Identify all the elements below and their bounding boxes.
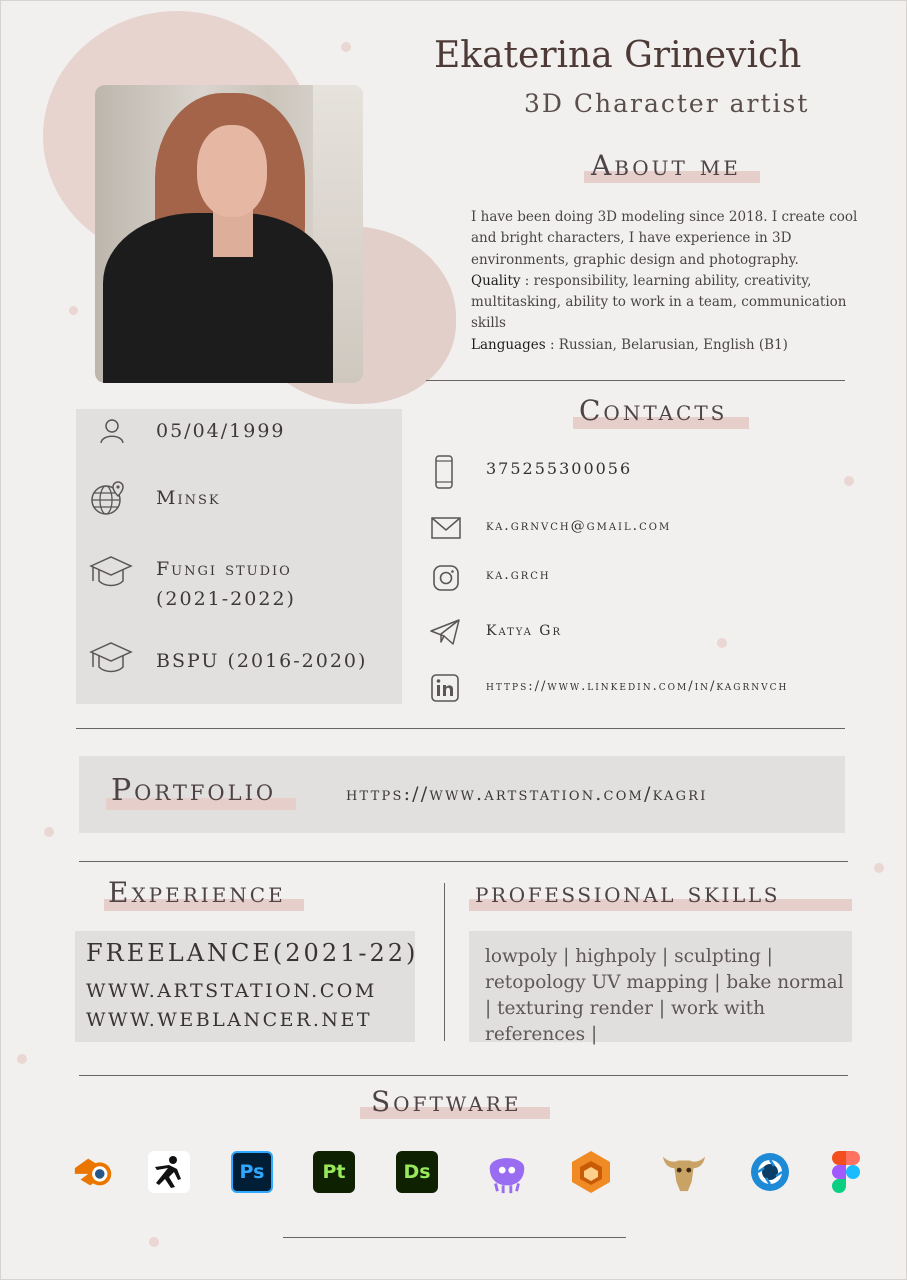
telegram-icon xyxy=(429,618,461,646)
telegram-handle[interactable]: Katya Gr xyxy=(486,623,563,639)
person-name: Ekaterina Grinevich xyxy=(434,35,802,76)
substance-painter-icon xyxy=(311,1149,357,1195)
divider xyxy=(283,1237,626,1238)
languages-text: : Russian, Belarusian, English (B1) xyxy=(545,336,788,353)
photoshop-icon xyxy=(229,1149,275,1195)
about-intro: I have been doing 3D modeling since 2018. I create cool and bright characters, I have experience in 3D environments, graphic design and photography. xyxy=(471,209,858,268)
studio-years: (2021-2022) xyxy=(156,588,296,610)
profile-photo xyxy=(95,85,363,383)
divider xyxy=(76,728,845,729)
studio-name: Fungi studio xyxy=(156,558,292,580)
decorative-dot xyxy=(844,476,854,486)
photoshop-label: Ps xyxy=(231,1151,273,1193)
graduation-cap-icon xyxy=(89,553,133,591)
mail-icon xyxy=(431,517,461,539)
decorative-dot xyxy=(874,863,884,873)
decorative-dot xyxy=(17,1054,27,1064)
experience-heading: Experience xyxy=(108,876,286,909)
decorative-dot xyxy=(44,827,54,837)
portfolio-url[interactable]: https://www.artstation.com/kagri xyxy=(346,783,708,805)
email-address[interactable]: ka.grnvch@gmail.com xyxy=(486,518,672,534)
linkedin-icon xyxy=(431,674,459,702)
portfolio-heading: Portfolio xyxy=(111,773,277,808)
city: Minsk xyxy=(156,487,221,509)
vertical-divider xyxy=(444,883,445,1041)
languages-label: Languages xyxy=(471,336,546,353)
substance-painter-label: Pt xyxy=(313,1151,355,1193)
contacts-heading: Contacts xyxy=(579,394,728,427)
birthdate: 05/04/1999 xyxy=(156,420,286,442)
zbrush-icon xyxy=(146,1149,192,1195)
instagram-icon xyxy=(433,565,459,591)
about-text xyxy=(471,207,871,356)
skills-text: lowpoly | highpoly | sculpting | retopology UV mapping | bake normal | texturing render | work with references | xyxy=(485,946,844,1045)
software-heading: Software xyxy=(371,1085,522,1118)
decorative-dot xyxy=(341,42,351,52)
experience-link[interactable]: WWW.WEBLANCER.NET xyxy=(86,1009,373,1031)
about-heading: About me xyxy=(591,149,741,182)
bull-skull-icon xyxy=(661,1149,707,1195)
phone-number[interactable]: 375255300056 xyxy=(486,459,633,478)
substance-designer-icon xyxy=(394,1149,440,1195)
job-title: 3D Character artist xyxy=(524,89,810,118)
marmoset-icon xyxy=(568,1149,614,1195)
education: BSPU (2016-2020) xyxy=(156,650,368,672)
instagram-handle[interactable]: ka.grch xyxy=(486,567,551,583)
divider xyxy=(426,380,845,381)
linkedin-url[interactable]: https://www.linkedin.com/in/kagrnvch xyxy=(486,679,789,694)
graduation-cap-icon xyxy=(89,639,133,677)
substance-designer-label: Ds xyxy=(396,1151,438,1193)
blender-icon xyxy=(71,1149,117,1195)
figma-icon xyxy=(823,1149,869,1195)
quality-text: : responsibility, learning ability, creativity, multitasking, ability to work in a team, communication skills xyxy=(471,272,847,332)
divider xyxy=(79,861,848,862)
marvelous-designer-icon xyxy=(484,1149,530,1195)
user-icon xyxy=(99,417,125,445)
quality-label: Quality xyxy=(471,272,521,289)
decorative-dot xyxy=(717,638,727,648)
decorative-dot xyxy=(69,306,78,315)
divider xyxy=(79,1075,848,1076)
keyshot-icon xyxy=(747,1149,793,1195)
globe-location-icon xyxy=(90,480,126,516)
decorative-dot xyxy=(149,1237,159,1247)
experience-title: FREELANCE(2021-22) xyxy=(86,939,419,967)
phone-icon xyxy=(434,455,454,489)
skills-heading: professional skills xyxy=(475,876,781,909)
experience-link[interactable]: WWW.ARTSTATION.COM xyxy=(86,980,377,1002)
